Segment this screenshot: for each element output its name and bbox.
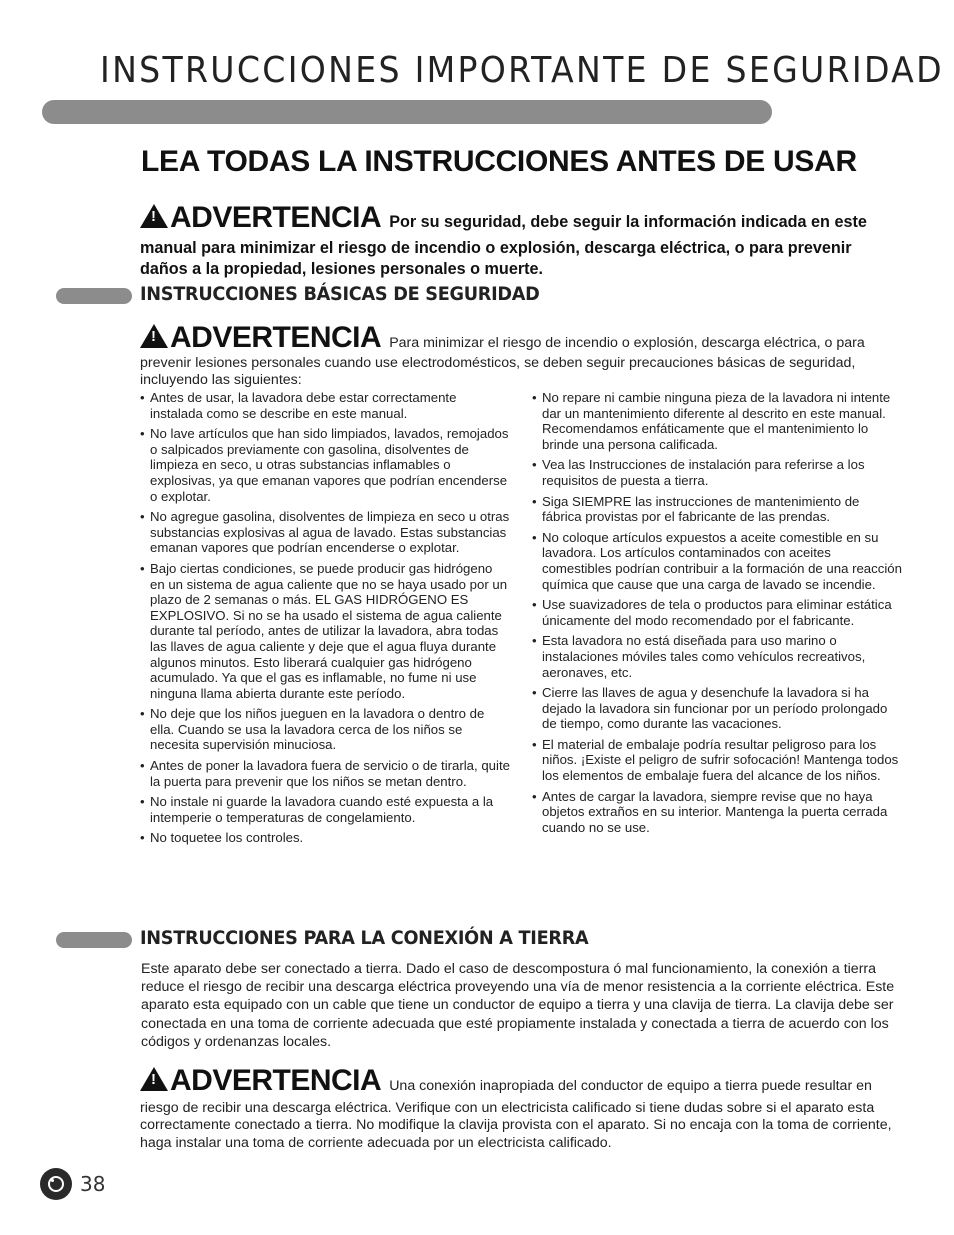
warning-triangle-icon bbox=[140, 1067, 168, 1091]
lg-logo-icon bbox=[40, 1168, 72, 1200]
list-item: • No repare ni cambie ninguna pieza de la lavadora ni intente dar un mantenimiento diferente al descrito en este manual. Recomendamos enfáticamente que el mantenimiento lo brinde una persona calificada. bbox=[532, 390, 902, 452]
warning-label: ADVERTENCIA bbox=[170, 201, 382, 234]
warning-triangle-icon bbox=[140, 324, 168, 348]
list-item: • Siga SIEMPRE las instrucciones de mantenimiento de fábrica provistas por el fabricante de las prendas. bbox=[532, 494, 902, 525]
section-marker-pill bbox=[56, 288, 132, 304]
list-item: • Use suavizadores de tela o productos para eliminar estática únicamente del modo recomendado por el fabricante. bbox=[532, 597, 902, 628]
warning-triangle-icon bbox=[140, 204, 168, 228]
list-item: • Bajo ciertas condiciones, se puede producir gas hidrógeno en un sistema de agua caliente que no se haya usado por un plazo de 2 semanas o más. EL GAS HIDRÓGENO ES EXPLOSIVO. Si no se ha usado el sistema de agua caliente durante tal período, antes de utilizar la lavadora, abra todas las llaves de agua caliente y deje que el agua fluya durante algunos minutos. Esto liberará cualquier gas hidrógeno acumulado. Ya que el gas es inflamable, no fume ni use ninguna llama abierta durante este período. bbox=[140, 561, 510, 701]
grounding-paragraph: Este aparato debe ser conectado a tierra. Dado el caso de descompostura ó mal funcionamiento, la conexión a tierra reduce el riesgo de recibir una descarga eléctrica proveyendo una vía de menor resistencia a la corriente eléctrica. Este aparato esta equipado con un cable que tiene un conductor de equipo a tierra y una clavija de tierra. La clavija debe ser conectada en una toma de corriente adecuada que esté propiamente instalada y conectada a tierra de acuerdo con los códigos y ordenanzas locales. bbox=[141, 961, 895, 1050]
section-marker-pill bbox=[56, 932, 132, 948]
warning-text: Por su seguridad, debe seguir la información indicada en este manual para minimizar el riesgo de incendio o explosión, descarga eléctrica, o para prevenir daños a la propiedad, lesiones personales o muerte. bbox=[140, 213, 867, 279]
list-item: • El material de embalaje podría resultar peligroso para los niños. ¡Existe el peligro de sufrir sofocación! Mantenga todos los elementos de embalaje fuera del alcance de los niños. bbox=[532, 737, 902, 784]
header-divider-bar bbox=[42, 100, 772, 124]
list-item: • No agregue gasolina, disolventes de limpieza en seco u otras substancias explosivas al agua de lavado. Estas substancias emanan vapores que podrían encenderse o explotar. bbox=[140, 509, 510, 556]
list-item: • Vea las Instrucciones de instalación para referirse a los requisitos de puesta a tierra. bbox=[532, 457, 902, 488]
main-heading: LEA TODAS LA INSTRUCCIONES ANTES DE USAR bbox=[141, 145, 857, 178]
warning-general bbox=[140, 198, 900, 281]
list-item: • No lave artículos que han sido limpiados, lavados, remojados o salpicados previamente con gasolina, disolventes de limpieza en seco, u otras substancias inflamables o explosivas, ya que emanan vapores que podrían encenderse o explotar. bbox=[140, 426, 510, 504]
list-item: • Cierre las llaves de agua y desenchufe la lavadora si ha dejado la lavadora sin funcionar por un período prolongado de tiempo, como durante las vacaciones. bbox=[532, 685, 902, 732]
page-number: 38 bbox=[80, 1172, 106, 1196]
warning-text: Una conexión inapropiada del conductor de equipo a tierra puede resultar en riesgo de recibir una descarga eléctrica. Verifique con un electricista calificado si tiene dudas sobre si el aparato esta correctamente conectado a tierra. No modifique la clavija provista con el aparato. Si no encaja con la toma de corriente, haga instalar una toma de corriente adecuada por un electricista calificado. bbox=[140, 1078, 892, 1151]
warning-text: Para minimizar el riesgo de incendio o explosión, descarga eléctrica, o para prevenir lesiones personales cuando use electrodomésticos, se deben seguir precauciones básicas de seguridad, incluyendo las siguientes: bbox=[140, 335, 865, 389]
section-title-ground: INSTRUCCIONES PARA LA CONEXIÓN A TIERRA bbox=[140, 927, 589, 949]
list-item: • No toquetee los controles. bbox=[140, 830, 510, 846]
bullet-list-right bbox=[532, 390, 902, 840]
list-item: • No coloque artículos expuestos a aceite comestible en su lavadora. Los artículos contaminados con aceites comestibles podrían contribuir a la formación de una reacción química que cause que una carga de lavado se incendie. bbox=[532, 530, 902, 592]
section-title-basic: INSTRUCCIONES BÁSICAS DE SEGURIDAD bbox=[140, 283, 540, 305]
list-item: • No instale ni guarde la lavadora cuando esté expuesta a la intemperie o temperaturas de congelamiento. bbox=[140, 794, 510, 825]
list-item: • Antes de cargar la lavadora, siempre revise que no haya objetos extraños en su interior. Mantenga la puerta cerrada cuando no se use. bbox=[532, 789, 902, 836]
list-item: • No deje que los niños jueguen en la lavadora o dentro de ella. Cuando se usa la lavadora cerca de los niños se necesita supervisión minuciosa. bbox=[140, 706, 510, 753]
warning-ground bbox=[140, 1062, 900, 1153]
warning-label: ADVERTENCIA bbox=[170, 1064, 382, 1097]
warning-label: ADVERTENCIA bbox=[170, 321, 382, 354]
page-header-title: INSTRUCCIONES IMPORTANTE DE SEGURIDAD bbox=[100, 50, 944, 91]
list-item: • Antes de poner la lavadora fuera de servicio o de tirarla, quite la puerta para prevenir que los niños se metan dentro. bbox=[140, 758, 510, 789]
warning-basic bbox=[140, 320, 900, 389]
list-item: • Antes de usar, la lavadora debe estar correctamente instalada como se describe en este manual. bbox=[140, 390, 510, 421]
bullet-list-left bbox=[140, 390, 510, 851]
list-item: • Esta lavadora no está diseñada para uso marino o instalaciones móviles tales como vehículos recreativos, aeronaves, etc. bbox=[532, 633, 902, 680]
